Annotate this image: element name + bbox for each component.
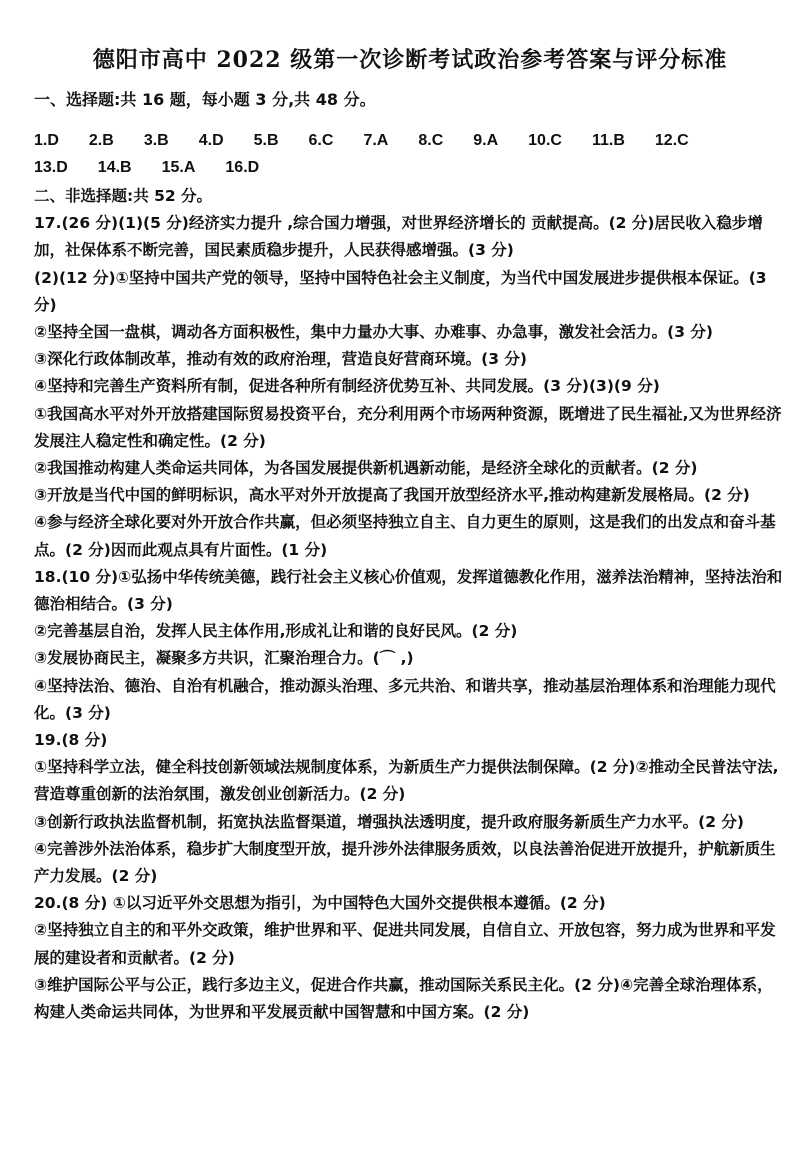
answer-item: 14.B [97,159,132,176]
answer-item: 5.B [253,132,279,149]
section1-heading: 一、选择题:共 16 题，每小题 3 分,共 48 分。 [34,90,376,109]
answer-item: 15.A [161,159,196,176]
choice-answers [34,127,786,181]
answer-item: 4.D [198,132,224,149]
q17-part2-point4: ④坚持和完善生产资料所有制，促进各种所有制经济优势互补、共同发展。(3 分)(3)(9 分) [34,377,660,396]
answer-item: 2.B [88,132,114,149]
section2-heading: 二、非选择题:共 52 分。 [34,187,213,205]
answers-row-2 [34,154,786,181]
document-title: 德阳市高中 2022 级第一次诊断考试政治参考答案与评分标准 [92,47,728,73]
q17-part1: 17.(26 分)(1)(5 分)经济实力提升 ,综合国力增强，对世界经济增长的 贡献提高。(2 分)居民收入稳步增加，社保体系不断完善，国民素质稳步提升，人民获得感增强。(3 分) [34,214,763,260]
q17-part2-point3: ③深化行政体制改革，推动有效的政府治理，营造良好营商环境。(3 分) [34,350,527,369]
q18-point3: ③发展协商民主，凝聚多方共识，汇聚治理合力。(⌒ ,) [34,649,414,668]
q20-point2: ②坚持独立自主的和平外交政策，维护世界和平、促进共同发展，自信自立、开放包容，努力成为世界和平发展的建设者和贡献者。(2 分) [34,921,776,967]
answer-item: 8.C [418,132,444,149]
answer-item: 6.C [308,132,334,149]
q17-part2-point2: ②坚持全国一盘棋，调动各方面积极性，集中力量办大事、办难事、办急事，激发社会活力。(3 分) [34,323,713,342]
answer-item: 13.D [34,159,68,176]
q17-part2-intro: (2)(12 分)①坚持中国共产党的领导，坚持中国特色社会主义制度，为当代中国发展进步提供根本保证。(3 分) [34,268,767,314]
q19-heading: 19.(8 分) [34,731,108,750]
q18-point4: ④坚持法治、德治、自治有机融合，推动源头治理、多元共治、和谐共享，推动基层治理体系和治理能力现代化。(3 分) [34,676,776,722]
q17-part3-point3: ③开放是当代中国的鲜明标识，高水平对外开放提高了我国开放型经济水平,推动构建新发展格局。(2 分) [34,486,750,505]
q19-point3: ③创新行政执法监督机制，拓宽执法监督渠道，增强执法透明度，提升政府服务新质生产力水平。(2 分) [34,812,744,831]
answer-item: 3.B [143,132,169,149]
answer-item: 10.C [528,132,562,149]
answer-body [34,210,786,1026]
q18-point2: ②完善基层自治，发挥人民主体作用,形成礼让和谐的良好民风。(2 分) [34,622,518,641]
answer-item: 7.A [363,132,389,149]
answer-item: 1.D [34,132,59,149]
q19-point4: ④完善涉外法治体系，稳步扩大制度型开放，提升涉外法律服务质效，以良法善治促进开放提升，护航新质生产力发展。(2 分) [34,839,776,886]
q18-point1: 18.(10 分)①弘扬中华传统美德，践行社会主义核心价值观，发挥道德教化作用，滋养法治精神，坚持法治和德治相结合。(3 分) [34,567,783,614]
answer-item: 16.D [225,159,260,176]
answer-item: 9.A [473,132,499,149]
q17-part3-point2: ②我国推动构建人类命运共同体，为各国发展提供新机遇新动能，是经济全球化的贡献者。(2 分) [34,459,698,478]
q20-point1: 20.(8 分) ①以习近平外交思想为指引，为中国特色大国外交提供根本遵循。(2 分) [34,894,606,913]
q17-part3-point1: ①我国高水平对外开放搭建国际贸易投资平台，充分利用两个市场两种资源，既增进了民生福祉,又为世界经济发展注人稳定性和确定性。(2 分) [34,404,782,450]
q20-point3-4: ③维护国际公平与公正，践行多边主义，促进合作共赢，推动国际关系民主化。(2 分)④完善全球治理体系，构建人类命运共同体，为世界和平发展贡献中国智慧和中国方案。(2 分) [34,975,773,1022]
answer-item: 11.B [591,132,625,149]
answer-item: 12.C [654,132,689,149]
q17-part3-point4: ④参与经济全球化要对外开放合作共赢，但必须坚持独立自主、自力更生的原则，这是我们的出发点和奋斗基点。(2 分)因而此观点具有片面性。(1 分) [34,513,776,559]
q19-point1-2: ①坚持科学立法，健全科技创新领域法规制度体系，为新质生产力提供法制保障。(2 分)②推动全民普法守法,营造尊重创新的法治氛围，激发创业创新活力。(2 分) [34,758,779,804]
answers-row-1 [34,127,786,154]
